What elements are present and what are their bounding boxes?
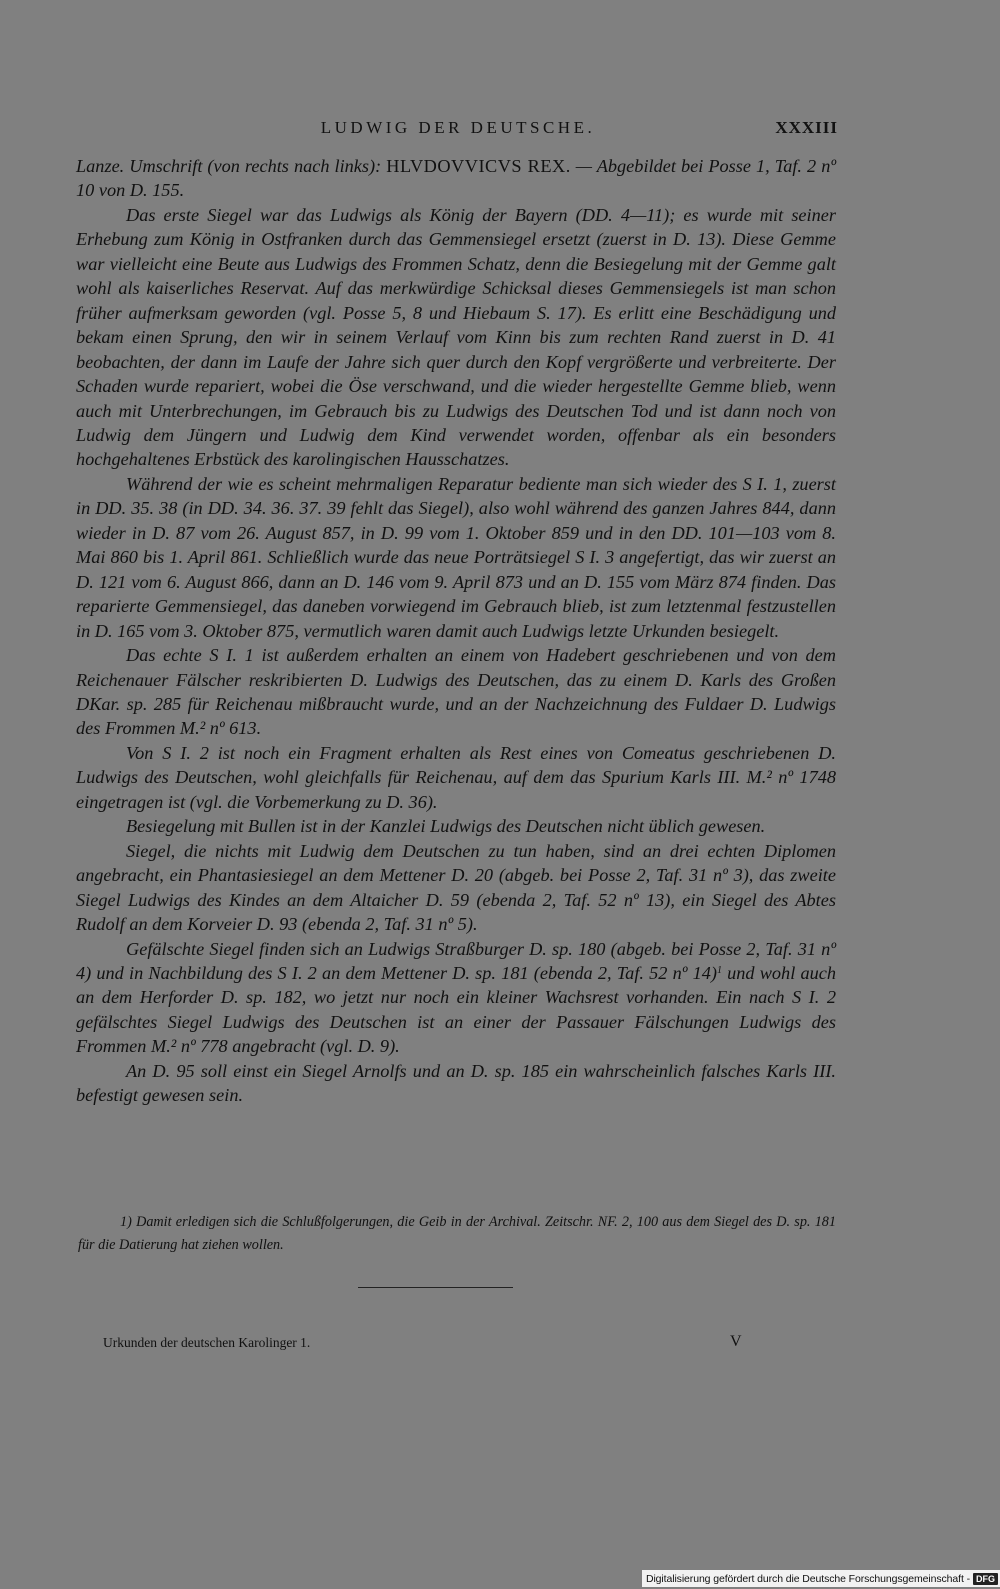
paragraph: Siegel, die nichts mit Ludwig dem Deutschen zu tun haben, sind an drei echten Diplomen angebracht, ein Phantasiesiegel an dem Mettener D. 20 (abgeb. bei Posse 2, Taf. 31 nº 3), das zweite Siegel Ludwigs des Kindes an dem Altaicher D. 59 (ebenda 2, Taf. 52 nº 13), ein Siegel des Abtes Rudolf an dem Korveier D. 93 (ebenda 2, Taf. 31 nº 5).	[76, 840, 836, 935]
footnote: 1) Damit erledigen sich die Schlußfolgerungen, die Geib in der Archival. Zeitschr. NF. 2, 100 aus dem Siegel des D. sp. 181 für die Datierung hat ziehen wollen.	[78, 1214, 836, 1253]
body-text	[76, 154, 836, 1108]
paragraph-text: und wohl auch an dem Herforder D. sp. 182, wo jetzt nur noch ein kleiner Wachsrest vorhanden. Ein nach S I. 2 gefälschtes Siegel Ludwigs des Deutschen ist an einer der Passauer Fälschungen Ludwigs des Frommen M.² nº 778 angebracht (vgl. D. 9).	[76, 962, 836, 1057]
page-number: XXXIII	[775, 118, 838, 137]
paragraph	[76, 937, 836, 1059]
paragraph: Während der wie es scheint mehrmaligen Reparatur bediente man sich wieder des S I. 1, zuerst in DD. 35. 38 (in DD. 34. 36. 37. 39 fehlt das Siegel), also wohl während des ganzen Jahres 844, dann wieder in D. 87 vom 26. August 857, in D. 99 vom 1. Oktober 859 und in den DD. 101—103 vom 8. Mai 860 bis 1. April 861. Schließlich wurde das neue Porträtsiegel S I. 3 angefertigt, das wir zuerst an D. 121 vom 6. August 866, dann an D. 146 vom 9. April 873 und an D. 155 vom März 874 finden. Das reparierte Gemmensiegel, das daneben vorwiegend im Gebrauch blieb, ist zum letztenmal festzustellen in D. 165 vom 3. Oktober 875, vermutlich waren damit auch Ludwigs letzte Urkunden besiegelt.	[76, 473, 836, 641]
volume-title: Urkunden der deutschen Karolinger 1.	[103, 1335, 311, 1350]
paragraph: Von S I. 2 ist noch ein Fragment erhalten als Rest eines von Comeatus geschriebenen D. Ludwigs des Deutschen, wohl gleichfalls für Reichenau, auf dem das Spurium Karls III. M.² nº 1748 eingetragen ist (vgl. die Vorbemerkung zu D. 36).	[76, 742, 836, 812]
dfg-logo: DFG	[973, 1573, 998, 1585]
footnote-reference[interactable]: 1	[716, 964, 722, 976]
signature-mark: V	[730, 1333, 742, 1350]
running-header	[78, 118, 838, 144]
funding-banner	[642, 1570, 1000, 1587]
paragraph: An D. 95 soll einst ein Siegel Arnolfs und an D. sp. 185 ein wahrscheinlich falsches Karls III. befestigt gewesen sein.	[76, 1060, 836, 1106]
paragraph-text: — Abgebildet bei Posse 1, Taf. 2 nº 10 von D. 155.	[76, 156, 837, 201]
paragraph-text: Lanze. Umschrift (von rechts nach links):	[76, 156, 387, 176]
paragraph: Das echte S I. 1 ist außerdem erhalten an einem von Hadebert geschriebenen und von dem Reichenauer Fälscher reskribierten D. Ludwigs des Deutschen, das zu einem D. Karls des Großen DKar. sp. 285 für Reichenau mißbraucht wurde, und an der Nachzeichnung des Fuldaer D. Ludwigs des Frommen M.² nº 613.	[76, 645, 836, 739]
funding-text: Digitalisierung gefördert durch die Deutsche Forschungsgemeinschaft -	[645, 1572, 970, 1585]
section-divider	[358, 1287, 513, 1288]
paragraph: Besiegelung mit Bullen ist in der Kanzlei Ludwigs des Deutschen nicht üblich gewesen.	[126, 816, 766, 837]
running-title: LUDWIG DER DEUTSCHE.	[320, 118, 596, 137]
paragraph	[76, 154, 836, 203]
seal-inscription: HLVDOVVICVS REX.	[386, 156, 571, 176]
paragraph: Das erste Siegel war das Ludwigs als König der Bayern (DD. 4—11); es wurde mit seiner Erhebung zum König in Ostfranken durch das Gemmensiegel ersetzt (zuerst in D. 13). Diese Gemme war vielleicht eine Beute aus Ludwigs des Frommen Schatz, denn die Besiegelung mit der Gemme galt wohl als kaiserliches Reservat. Auf das merkwürdige Schicksal dieses Gemmensiegels ist man schon früher aufmerksam geworden (vgl. Posse 5, 8 und Hiebaum S. 17). Es erlitt eine Beschädigung und bekam einen Sprung, den wir in seinem Verlauf vom Kinn bis zum rechten Rand zuerst in D. 41 beobachten, der dann im Laufe der Jahre sich quer durch den Kopf vergrößerte und verbreiterte. Der Schaden wurde repariert, wobei die Öse verschwand, und die wieder hergestellte Gemme blieb, wenn auch mit Unterbrechungen, im Gebrauch bis zu Ludwigs des Deutschen Tod und ist dann noch von Ludwig dem Jüngern und Ludwig dem Kind verwendet worden, offenbar als ein besonders hochgehaltenes Erbstück des karolingischen Hausschatzes.	[76, 204, 836, 470]
paragraph-text: Gefälschte Siegel finden sich an Ludwigs Straßburger D. sp. 180 (abgeb. bei Posse 2, Taf. 31 nº 4) und in Nachbildung des S I. 2 an dem Mettener D. sp. 181 (ebenda 2, Taf. 52 nº 14)	[76, 938, 836, 983]
